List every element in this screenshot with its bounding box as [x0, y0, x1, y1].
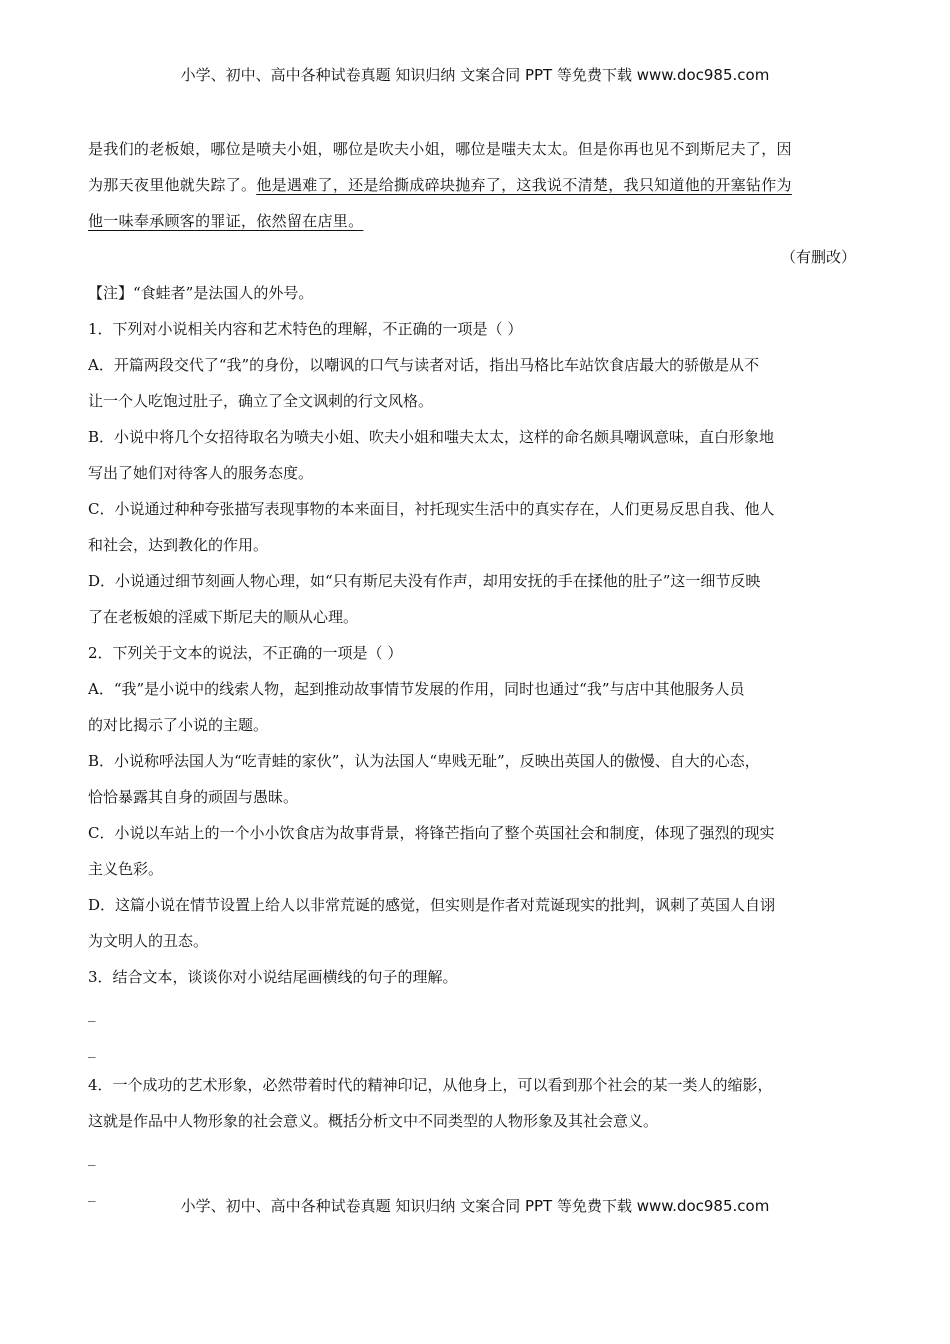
- question-2-option-a-cont: 的对比揭示了小说的主题。: [88, 716, 269, 734]
- source-note: （有删改）: [780, 248, 856, 266]
- page-header: 小学、初中、高中各种试卷真题 知识归纳 文案合同 PPT 等免费下载 www.doc985.com: [180, 66, 770, 84]
- question-2-option-b: B．小说称呼法国人为“吃青蛙的家伙”，认为法国人“卑贱无耻”，反映出英国人的傲慢、自大的心态，: [88, 752, 760, 770]
- question-4-stem: 4．一个成功的艺术形象，必然带着时代的精神印记，从他身上，可以看到那个社会的某一类人的缩影，: [88, 1076, 773, 1094]
- question-4-answer-blank-1[interactable]: _: [88, 1148, 96, 1166]
- question-4-answer-blank-2[interactable]: _: [88, 1184, 96, 1202]
- question-4-stem-cont: 这就是作品中人物形象的社会意义。概括分析文中不同类型的人物形象及其社会意义。: [88, 1112, 659, 1130]
- footnote: 【注】“食蛙者”是法国人的外号。: [88, 284, 314, 302]
- underlined-sentence-part-1: 他是遇难了，还是给撕成碎块抛弃了，这我说不清楚，我只知道他的开塞钻作为: [256, 176, 792, 194]
- question-1-option-b-cont: 写出了她们对待客人的服务态度。: [88, 464, 314, 482]
- question-2-option-b-cont: 恰恰暴露其自身的顽固与愚昧。: [88, 788, 299, 806]
- passage-line-1: 是我们的老板娘，哪位是喷夫小姐，哪位是吹夫小姐，哪位是嗤夫太太。但是你再也见不到斯尼夫了，因: [88, 140, 792, 158]
- passage-line-2: [88, 167, 860, 203]
- question-1-stem: 1．下列对小说相关内容和艺术特色的理解，不正确的一项是（ ）: [88, 320, 523, 338]
- passage-line-3: [88, 203, 860, 239]
- question-1-option-a: A．开篇两段交代了“我”的身份，以嘲讽的口气与读者对话，指出马格比车站饮食店最大的骄傲是从不: [88, 356, 760, 374]
- question-1-option-c: C．小说通过种种夸张描写表现事物的本来面目，衬托现实生活中的真实存在，人们更易反思自我、他人: [88, 500, 775, 518]
- question-3-stem: 3．结合文本，谈谈你对小说结尾画横线的句子的理解。: [88, 968, 458, 986]
- question-2-option-c-cont: 主义色彩。: [88, 860, 164, 878]
- question-2-option-d: D．这篇小说在情节设置上给人以非常荒诞的感觉，但实则是作者对荒诞现实的批判，讽刺了英国人自诩: [88, 896, 776, 914]
- question-2-option-d-cont: 为文明人的丑态。: [88, 932, 209, 950]
- passage-line-2-plain: 为那天夜里他就失踪了。: [88, 176, 257, 194]
- question-1-option-d-cont: 了在老板娘的淫威下斯尼夫的顺从心理。: [88, 608, 359, 626]
- question-3-answer-blank-2[interactable]: _: [88, 1040, 96, 1058]
- page-footer: 小学、初中、高中各种试卷真题 知识归纳 文案合同 PPT 等免费下载 www.doc985.com: [180, 1197, 770, 1215]
- question-2-option-a: A．“我”是小说中的线索人物，起到推动故事情节发展的作用，同时也通过“我”与店中其他服务人员: [88, 680, 745, 698]
- question-2-option-c: C．小说以车站上的一个小小饮食店为故事背景，将锋芒指向了整个英国社会和制度，体现了强烈的现实: [88, 824, 775, 842]
- question-1-option-c-cont: 和社会，达到教化的作用。: [88, 536, 269, 554]
- underlined-sentence-part-2: 他一味奉承顾客的罪证，依然留在店里。: [88, 212, 364, 230]
- document-body: [88, 131, 860, 1211]
- question-1-option-a-cont: 让一个人吃饱过肚子，确立了全文讽刺的行文风格。: [88, 392, 434, 410]
- question-3-answer-blank-1[interactable]: _: [88, 1004, 96, 1022]
- question-1-option-b: B．小说中将几个女招待取名为喷夫小姐、吹夫小姐和嗤夫太太，这样的命名颇具嘲讽意味，直白形象地: [88, 428, 775, 446]
- question-1-option-d: D．小说通过细节刻画人物心理，如“只有斯尼夫没有作声，却用安抚的手在揉他的肚子”这一细节反映: [88, 572, 761, 590]
- question-2-stem: 2．下列关于文本的说法，不正确的一项是（ ）: [88, 644, 403, 662]
